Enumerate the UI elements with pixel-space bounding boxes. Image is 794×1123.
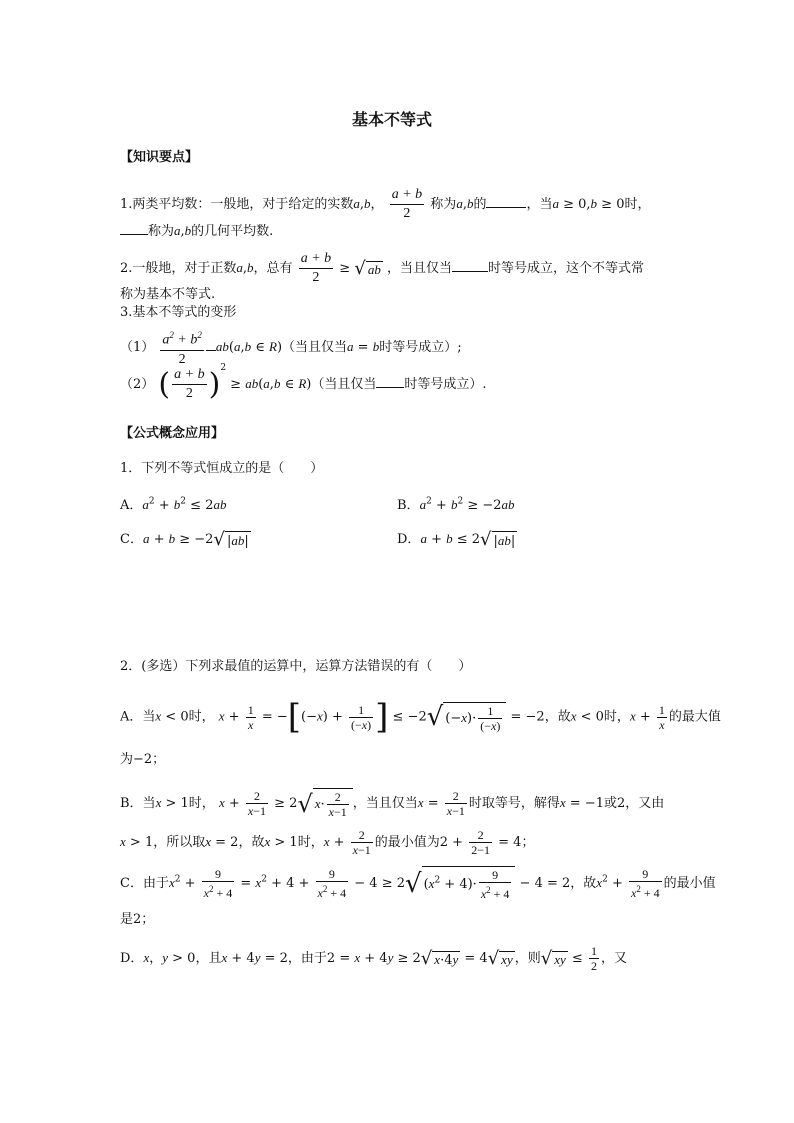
page-title: 基本不等式 [352, 110, 433, 129]
question-2-option-d[interactable]: D．x，y > 0，且x + 4y = 2，由于2 = x + 4y ≥ 2√ x·4y = 4√ xy ，则√ xy ≤ $\frac{1}{2}$ ，又 [120, 944, 627, 973]
question-2-option-b[interactable]: B．当x > 1时， x + $\frac{2}{x-1}$ ≥ 2√ x· $\frac{2}{x-1}$ ，当且仅当x = $\frac{2}{x-1}$ 时取等号，解得x = −1或2，又由 [120, 789, 665, 819]
section-heading-knowledge: 【知识要点】 [120, 150, 199, 165]
question-2-stem: 2．(多选）下列求最值的运算中，运算方法错误的有（ ） [120, 659, 472, 674]
question-1-option-d[interactable]: D．a + b ≤ 2√ |ab| [397, 528, 516, 550]
variant-1: （1） $\frac{a^2 + b^2}{2}$ ab(a,b ∈ R)（当且仅当a = b时等号成立）; [120, 330, 462, 367]
answer-blank[interactable] [486, 207, 526, 208]
answer-blank[interactable] [376, 387, 404, 388]
answer-blank[interactable] [206, 350, 216, 351]
variant-2: （2） ( $\frac{a + b}{2}$ )$^2$ ≥ ab(a,b ∈ R)（当且仅当 时等号成立）. [120, 363, 487, 402]
question-2-option-c[interactable]: C．由于$x^2$ + $\frac{9}{x^2 + 4}$ = $x^2 + 4$ + $\frac{9}{x^2 + 4}$ − 4 ≥ 2√ $(x^2 + 4)\cdot$ $\frac{9}{x^2 + 4}$ − 4 = 2，故$x^2$ + $\frac{9}{x^2 + 4}$ 的最小值 [120, 867, 716, 901]
question-1-option-b[interactable]: B．$a^2 + b^2 \ge -2ab$ [397, 496, 515, 513]
knowledge-point-2: 2.一般地，对于正数a,b，总有 $\frac{a + b}{2}$ ≥ √ ab ，当且仅当 时等号成立，这个不等式常 [120, 251, 644, 285]
answer-blank[interactable] [452, 271, 488, 272]
knowledge-point-1-cont: 称为a,b的几何平均数. [120, 224, 273, 238]
question-1-option-c[interactable]: C．a + b ≥ −2√ |ab| [120, 528, 249, 550]
answer-blank[interactable] [120, 234, 148, 235]
question-2-option-b-cont: x > 1，所以取x = 2，故x > 1时，x + $\frac{2}{x-1}$ 的最小值为2 + $\frac{2}{2-1}$ = 4； [120, 828, 535, 857]
question-1-option-a[interactable]: A．$a^2 + b^2 \le 2ab$ [120, 496, 227, 513]
question-1-stem: 1．下列不等式恒成立的是（ ） [120, 461, 324, 476]
question-2-option-c-cont: 是2； [120, 912, 155, 927]
question-2-option-a[interactable]: A．当x < 0时， x + $\frac{1}{x}$ = −[(−x) + $\frac{1}{(-x)}$ ] ≤ −2√ (−x)· $\frac{1}{(-x)}$ = −2，故x < 0时，x + $\frac{1}{x}$ 的最大值 [120, 697, 721, 737]
question-2-option-a-cont: 为−2； [120, 752, 166, 767]
knowledge-point-1: 1.两类平均数：一般地，对于给定的实数a,b， $\frac{a + b}{2}$ 称为a,b的 ，当a ≥ 0,b ≥ 0时， [120, 187, 651, 221]
knowledge-point-2-cont: 称为基本不等式. [120, 287, 216, 302]
knowledge-point-3: 3.基本不等式的变形 [120, 305, 237, 320]
section-heading-application: 【公式概念应用】 [120, 426, 225, 441]
